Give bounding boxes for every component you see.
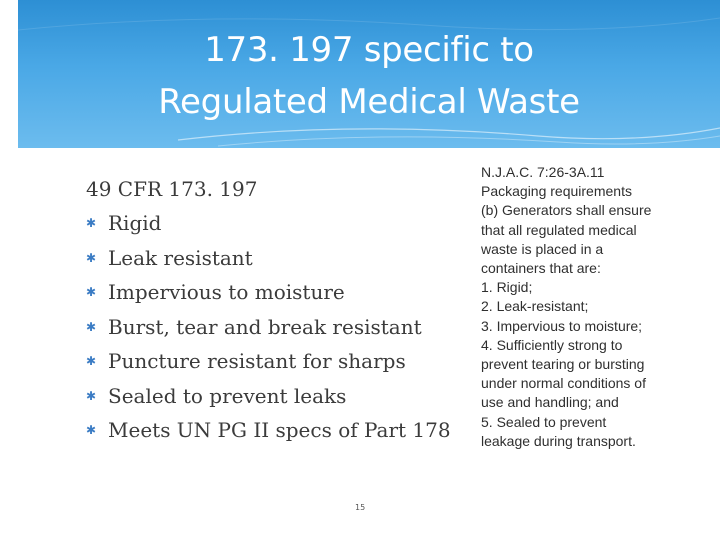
- asterisk-bullet-icon: ✱: [86, 388, 97, 403]
- list-item: [86, 310, 456, 345]
- regulation-line: containers that are:: [481, 260, 601, 277]
- regulation-line: use and handling; and: [481, 394, 619, 411]
- regulation-heading: 49 CFR 173. 197: [86, 177, 258, 201]
- asterisk-bullet-icon: ✱: [86, 285, 97, 299]
- asterisk-bullet-icon: ✱: [86, 354, 97, 368]
- asterisk-bullet-icon: ✱: [86, 319, 97, 334]
- slide-title: [18, 24, 720, 128]
- regulation-line: 2. Leak-resistant;: [481, 298, 589, 315]
- list-item: [86, 379, 456, 414]
- regulation-line: 4. Sufficiently strong to: [481, 336, 623, 353]
- asterisk-bullet-icon: ✱: [86, 250, 97, 265]
- list-item-text: Meets UN PG II specs of Part 178: [108, 418, 451, 442]
- list-item: [86, 241, 456, 276]
- list-item-text: Impervious to moisture: [108, 280, 345, 304]
- page-number: 15: [355, 503, 366, 512]
- regulation-line: prevent tearing or bursting: [481, 356, 645, 373]
- list-item-text: Leak resistant: [108, 245, 253, 270]
- left-column: [86, 172, 456, 448]
- regulation-line: 3. Impervious to moisture;: [481, 317, 643, 334]
- regulation-line: under normal conditions of: [481, 375, 646, 392]
- list-item: [86, 275, 456, 310]
- list-item-text: Sealed to prevent leaks: [108, 383, 347, 408]
- list-item-text: Puncture resistant for sharps: [108, 349, 406, 373]
- regulation-line: N.J.A.C. 7:26-3A.11: [481, 164, 605, 180]
- requirements-list: [86, 206, 456, 448]
- regulation-line: 5. Sealed to prevent: [481, 413, 607, 430]
- regulation-line: 1. Rigid;: [481, 279, 533, 296]
- regulation-line: waste is placed in a: [481, 240, 604, 257]
- regulation-line: leakage during transport.: [481, 432, 636, 449]
- list-item: [86, 413, 456, 448]
- list-item-text: Rigid: [108, 211, 162, 235]
- slide-title-line-2: Regulated Medical Waste: [158, 82, 580, 122]
- regulation-line: that all regulated medical: [481, 221, 637, 238]
- right-column-regulation-text: [481, 163, 691, 451]
- list-item: [86, 206, 456, 241]
- list-item: [86, 344, 456, 379]
- asterisk-bullet-icon: ✱: [86, 423, 97, 437]
- regulation-line: Packaging requirements: [481, 183, 632, 200]
- asterisk-bullet-icon: ✱: [86, 216, 97, 230]
- list-item-text: Burst, tear and break resistant: [108, 314, 422, 339]
- regulation-line: (b) Generators shall ensure: [481, 202, 652, 219]
- slide-title-line-1: 173. 197 specific to: [204, 30, 534, 70]
